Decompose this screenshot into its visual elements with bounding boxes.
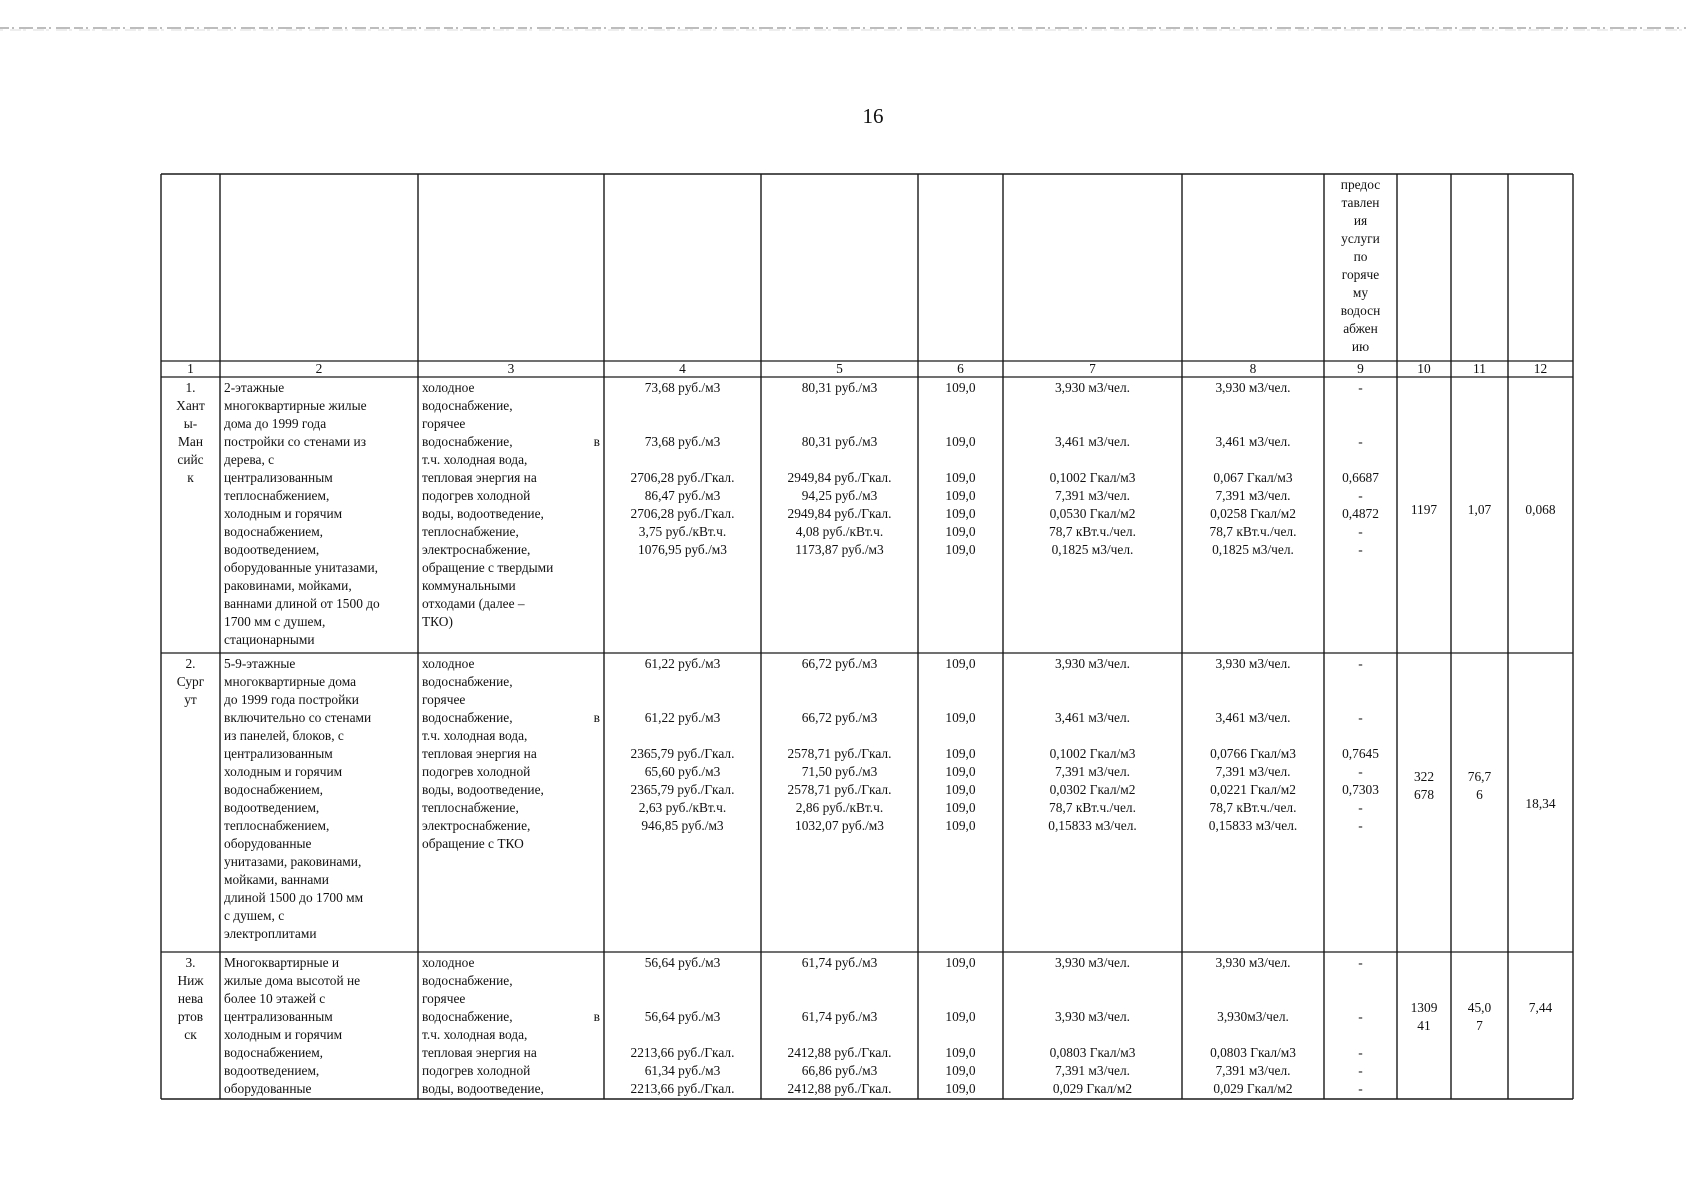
row3-col2-line: оборудованные <box>224 1081 312 1096</box>
column-number-5: 5 <box>836 361 843 376</box>
row2-col3-line: т.ч. холодная вода, <box>422 728 528 743</box>
row2-col1-line: Сург <box>176 674 205 689</box>
row1-col4-line: 2706,28 руб./Гкал. <box>630 506 735 521</box>
row2-col3-line: горячее <box>422 692 466 707</box>
column-number-8: 8 <box>1249 361 1257 376</box>
row2-col8-line: 78,7 кВт.ч./чел. <box>1209 800 1297 815</box>
row1-col4-line: 1076,95 руб./м3 <box>638 542 727 557</box>
header-col9-line: ия <box>1353 213 1368 228</box>
row1-col3-line: горячее <box>422 416 466 431</box>
column-number-4: 4 <box>679 361 686 376</box>
row3-col5-line: 2412,88 руб./Гкал. <box>787 1045 892 1060</box>
row2-col3-line: холодное <box>422 656 475 671</box>
row1-col7-line: 3,461 м3/чел. <box>1054 434 1131 449</box>
row1-col7-line: 0,0530 Гкал/м2 <box>1049 506 1136 521</box>
row2-col5-line: 2578,71 руб./Гкал. <box>787 782 892 797</box>
row2-col3-line: подогрев холодной <box>422 764 531 779</box>
row2-col3-line: тепловая энергия на <box>422 746 537 761</box>
row2-col4-line: 61,22 руб./м3 <box>644 710 721 725</box>
row2-col9-line: - <box>1358 656 1363 671</box>
row1-col4-line: 86,47 руб./м3 <box>644 488 721 503</box>
row2-col8-line: 3,461 м3/чел. <box>1215 710 1291 725</box>
row3-col6-line: 109,0 <box>945 1009 976 1024</box>
row1-col7-line: 0,1002 Гкал/м3 <box>1049 470 1136 485</box>
row2-col6-line: 109,0 <box>945 818 976 833</box>
row3-col8-line: 0,0803 Гкал/м3 <box>1210 1045 1296 1060</box>
row2-col5-line: 2578,71 руб./Гкал. <box>787 746 892 761</box>
row1-col1-line: к <box>187 470 194 485</box>
row3-col2-line: более 10 этажей с <box>224 991 326 1006</box>
row1-col2-line: дерева, с <box>224 452 275 467</box>
row3-col4-line: 56,64 руб./м3 <box>644 955 721 970</box>
row1-col8-line: 3,461 м3/чел. <box>1215 434 1291 449</box>
row3-col7-line: 0,029 Гкал/м2 <box>1052 1081 1133 1096</box>
row2-col3-line: воды, водоотведение, <box>422 782 544 797</box>
row2-col2-line: электроплитами <box>224 926 317 941</box>
row2-col5-line: 66,72 руб./м3 <box>801 656 878 671</box>
row2-col3-line: водоснабжение, <box>422 710 513 725</box>
row2-col4-line: 2,63 руб./кВт.ч. <box>638 800 727 815</box>
row2-col7-line: 7,391 м3/чел. <box>1054 764 1131 779</box>
row1-col3-line: т.ч. холодная вода, <box>422 452 528 467</box>
row1-col5-line: 1173,87 руб./м3 <box>795 542 884 557</box>
row2-col6-line: 109,0 <box>945 764 976 779</box>
row2-col7-line: 3,930 м3/чел. <box>1054 656 1131 671</box>
row2-col4-line: 2365,79 руб./Гкал. <box>630 746 735 761</box>
row1-col6-line: 109,0 <box>945 524 976 539</box>
row1-col2-line: оборудованные унитазами, <box>224 560 378 575</box>
header-col9-line: услуги <box>1341 231 1380 246</box>
row1-col2-line: водоотведением, <box>224 542 320 557</box>
row3-col6-line: 109,0 <box>945 1063 976 1078</box>
row3-col7-line: 0,0803 Гкал/м3 <box>1049 1045 1136 1060</box>
row2-col8-line: 0,0766 Гкал/м3 <box>1210 746 1296 761</box>
row2-col2-line: включительно со стенами <box>224 710 372 725</box>
row2-col10-line: 322 <box>1413 769 1435 784</box>
row1-col1-line: ы- <box>183 416 198 431</box>
row2-col8-line: 0,0221 Гкал/м2 <box>1210 782 1296 797</box>
header-col9-line: по <box>1353 249 1368 264</box>
row3-col5-line: 2412,88 руб./Гкал. <box>787 1081 892 1096</box>
row1-col2-line: дома до 1999 года <box>224 416 327 431</box>
row3-col5-line: 61,74 руб./м3 <box>801 1009 878 1024</box>
row2-col3-line: водоснабжение, <box>422 674 513 689</box>
row3-col2-line: централизованным <box>224 1009 333 1024</box>
row2-col6-line: 109,0 <box>945 656 976 671</box>
row2-col3-line: обращение с ТКО <box>422 836 524 851</box>
row3-col2-line: холодным и горячим <box>224 1027 343 1042</box>
column-number-6: 6 <box>957 361 964 376</box>
row3-col4-line: 2213,66 руб./Гкал. <box>630 1045 735 1060</box>
row3-col9-line: - <box>1358 1063 1363 1078</box>
column-number-9: 9 <box>1357 361 1364 376</box>
row1-col6-line: 109,0 <box>945 434 976 449</box>
row1-col5-line: 2949,84 руб./Гкал. <box>787 470 892 485</box>
row2-col9-line: - <box>1358 800 1363 815</box>
row3-col2-line: водоснабжением, <box>224 1045 324 1060</box>
row2-col7-line: 3,461 м3/чел. <box>1054 710 1131 725</box>
row2-col1-line: ут <box>184 692 197 707</box>
row3-col5-line: 61,74 руб./м3 <box>801 955 878 970</box>
page-number: 16 <box>862 104 884 128</box>
row1-col7-line: 3,930 м3/чел. <box>1054 380 1131 395</box>
row3-col8-line: 3,930 м3/чел. <box>1215 955 1291 970</box>
row2-col2-line: оборудованные <box>224 836 312 851</box>
row3-col8-line: 0,029 Гкал/м2 <box>1213 1081 1293 1096</box>
row1-col2-line: стационарными <box>224 632 315 647</box>
row2-col5-line: 71,50 руб./м3 <box>801 764 878 779</box>
row2-col11-line: 76,7 <box>1467 769 1492 784</box>
row1-col8-line: 0,0258 Гкал/м2 <box>1210 506 1296 521</box>
row2-col4-line: 2365,79 руб./Гкал. <box>630 782 735 797</box>
row1-col3-line: обращение с твердыми <box>422 560 554 575</box>
header-col9-line: тавлен <box>1341 195 1380 210</box>
row1-col4-line: 73,68 руб./м3 <box>644 380 721 395</box>
row2-col1-line: 2. <box>185 656 196 671</box>
row2-col8-line: 7,391 м3/чел. <box>1215 764 1291 779</box>
row1-col5-line: 4,08 руб./кВт.ч. <box>795 524 884 539</box>
column-number-10: 10 <box>1417 361 1431 376</box>
row2-col2-line: до 1999 года постройки <box>224 692 359 707</box>
row2-col2-line: мойками, ваннами <box>224 872 329 887</box>
row1-col3-line: водоснабжение, <box>422 434 513 449</box>
row3-col3-line: воды, водоотведение, <box>422 1081 544 1096</box>
row1-col4-line: 73,68 руб./м3 <box>644 434 721 449</box>
row1-col5-line: 80,31 руб./м3 <box>801 434 878 449</box>
row2-col5-line: 1032,07 руб./м3 <box>795 818 884 833</box>
row2-col2-line: 5-9-этажные <box>224 656 296 671</box>
row3-col11-line: 45,0 <box>1467 1000 1492 1015</box>
row3-col2-line: водоотведением, <box>224 1063 320 1078</box>
row3-col7-line: 3,930 м3/чел. <box>1054 1009 1131 1024</box>
row1-col6-line: 109,0 <box>945 488 976 503</box>
row3-col7-line: 3,930 м3/чел. <box>1054 955 1131 970</box>
row1-col2-line: ваннами длиной от 1500 до <box>224 596 380 611</box>
row2-col2-line: из панелей, блоков, с <box>224 728 344 743</box>
row2-col2-line: холодным и горячим <box>224 764 343 779</box>
row1-col9-line: 0,4872 <box>1342 506 1379 521</box>
row1-col6-line: 109,0 <box>945 470 976 485</box>
row2-col2-line: водоотведением, <box>224 800 320 815</box>
row1-col9-line: - <box>1358 380 1363 395</box>
row3-col5-line: 66,86 руб./м3 <box>801 1063 878 1078</box>
row1-col12-line: 0,068 <box>1525 502 1556 517</box>
row3-col10-line: 1309 <box>1410 1000 1438 1015</box>
row1-col1-line: Ман <box>177 434 204 449</box>
column-number-12: 12 <box>1533 361 1548 376</box>
row1-col6-line: 109,0 <box>945 380 976 395</box>
row1-col3-line: в <box>593 434 600 449</box>
row3-col8-line: 3,930м3/чел. <box>1217 1009 1289 1024</box>
row2-col8-line: 3,930 м3/чел. <box>1215 656 1291 671</box>
row2-col2-line: многоквартирные дома <box>224 674 357 689</box>
row1-col10-line: 1197 <box>1410 502 1438 517</box>
row1-col5-line: 2949,84 руб./Гкал. <box>787 506 892 521</box>
row3-col1-line: нева <box>177 991 204 1006</box>
row2-col9-line: - <box>1358 764 1363 779</box>
row1-col2-line: многоквартирные жилые <box>224 398 367 413</box>
column-number-11: 11 <box>1473 361 1486 376</box>
row1-col3-line: ТКО) <box>422 614 453 629</box>
row3-col2-line: жилые дома высотой не <box>224 973 361 988</box>
row1-col5-line: 94,25 руб./м3 <box>801 488 878 503</box>
column-number-7: 7 <box>1089 361 1096 376</box>
row2-col3-line: в <box>593 710 600 725</box>
row2-col4-line: 946,85 руб./м3 <box>641 818 724 833</box>
row3-col3-line: тепловая энергия на <box>422 1045 537 1060</box>
row3-col4-line: 56,64 руб./м3 <box>644 1009 721 1024</box>
row3-col6-line: 109,0 <box>945 955 976 970</box>
row3-col3-line: водоснабжение, <box>422 1009 513 1024</box>
row1-col8-line: 7,391 м3/чел. <box>1215 488 1291 503</box>
row2-col12-line: 18,34 <box>1525 796 1556 811</box>
row3-col1-line: ртов <box>177 1009 204 1024</box>
row1-col8-line: 0,1825 м3/чел. <box>1212 542 1294 557</box>
row1-col3-line: отходами (далее – <box>422 596 525 611</box>
row2-col5-line: 2,86 руб./кВт.ч. <box>795 800 884 815</box>
row3-col3-line: горячее <box>422 991 466 1006</box>
header-col9-line: абжен <box>1343 321 1378 336</box>
row3-col3-line: в <box>593 1009 600 1024</box>
row1-col4-line: 2706,28 руб./Гкал. <box>630 470 735 485</box>
row1-col7-line: 78,7 кВт.ч./чел. <box>1049 524 1136 539</box>
row1-col1-line: Хант <box>176 398 205 413</box>
row2-col7-line: 78,7 кВт.ч./чел. <box>1049 800 1136 815</box>
row2-col2-line: длиной 1500 до 1700 мм <box>224 890 364 905</box>
row3-col6-line: 109,0 <box>945 1045 976 1060</box>
row1-col2-line: водоснабжением, <box>224 524 324 539</box>
row2-col6-line: 109,0 <box>945 746 976 761</box>
row1-col8-line: 3,930 м3/чел. <box>1215 380 1291 395</box>
row1-col3-line: тепловая энергия на <box>422 470 537 485</box>
row3-col3-line: холодное <box>422 955 475 970</box>
row3-col8-line: 7,391 м3/чел. <box>1215 1063 1291 1078</box>
row2-col2-line: с душем, с <box>224 908 285 923</box>
header-col9-line: горяче <box>1341 267 1380 282</box>
row2-col4-line: 65,60 руб./м3 <box>644 764 721 779</box>
row2-col2-line: централизованным <box>224 746 333 761</box>
row3-col1-line: ск <box>184 1027 197 1042</box>
row1-col3-line: подогрев холодной <box>422 488 531 503</box>
row1-col5-line: 80,31 руб./м3 <box>801 380 878 395</box>
row1-col2-line: теплоснабжением, <box>224 488 330 503</box>
row3-col7-line: 7,391 м3/чел. <box>1054 1063 1131 1078</box>
row1-col3-line: воды, водоотведение, <box>422 506 544 521</box>
column-number-2: 2 <box>315 361 323 376</box>
row1-col2-line: централизованным <box>224 470 333 485</box>
row3-col3-line: водоснабжение, <box>422 973 513 988</box>
row3-col10-line: 41 <box>1417 1018 1431 1033</box>
row2-col6-line: 109,0 <box>945 800 976 815</box>
row2-col7-line: 0,15833 м3/чел. <box>1048 818 1137 833</box>
row3-col1-line: Ниж <box>177 973 204 988</box>
row2-col3-line: теплоснабжение, <box>422 800 519 815</box>
row3-col4-line: 2213,66 руб./Гкал. <box>630 1081 735 1096</box>
row2-col6-line: 109,0 <box>945 782 976 797</box>
row2-col6-line: 109,0 <box>945 710 976 725</box>
row2-col2-line: унитазами, раковинами, <box>224 854 362 869</box>
header-col9-line: му <box>1352 285 1369 300</box>
row2-col9-line: 0,7303 <box>1342 782 1379 797</box>
row3-col1-line: 3. <box>185 955 196 970</box>
row1-col8-line: 78,7 кВт.ч./чел. <box>1209 524 1297 539</box>
row1-col9-line: - <box>1358 488 1363 503</box>
header-col9-line: предос <box>1340 177 1381 192</box>
row2-col5-line: 66,72 руб./м3 <box>801 710 878 725</box>
row3-col9-line: - <box>1358 1009 1363 1024</box>
row2-col7-line: 0,0302 Гкал/м2 <box>1049 782 1136 797</box>
row1-col1-line: 1. <box>185 380 196 395</box>
row3-col3-line: подогрев холодной <box>422 1063 531 1078</box>
row2-col4-line: 61,22 руб./м3 <box>644 656 721 671</box>
row1-col9-line: - <box>1358 434 1363 449</box>
row1-col6-line: 109,0 <box>945 506 976 521</box>
row1-col9-line: 0,6687 <box>1342 470 1379 485</box>
row2-col9-line: 0,7645 <box>1342 746 1379 761</box>
row1-col4-line: 3,75 руб./кВт.ч. <box>638 524 727 539</box>
row2-col2-line: теплоснабжением, <box>224 818 330 833</box>
header-col9-line: водосн <box>1340 303 1381 318</box>
row2-col9-line: - <box>1358 818 1363 833</box>
row1-col2-line: постройки со стенами из <box>224 434 367 449</box>
row2-col2-line: водоснабжением, <box>224 782 324 797</box>
column-number-1: 1 <box>187 361 194 376</box>
column-number-3: 3 <box>507 361 515 376</box>
row3-col2-line: Многоквартирные и <box>224 955 340 970</box>
row2-col11-line: 6 <box>1476 787 1483 802</box>
row1-col3-line: водоснабжение, <box>422 398 513 413</box>
row1-col6-line: 109,0 <box>945 542 976 557</box>
row3-col11-line: 7 <box>1476 1018 1483 1033</box>
row1-col2-line: раковинами, мойками, <box>224 578 352 593</box>
row1-col9-line: - <box>1358 542 1363 557</box>
row2-col3-line: электроснабжение, <box>422 818 531 833</box>
row3-col3-line: т.ч. холодная вода, <box>422 1027 528 1042</box>
row1-col11-line: 1,07 <box>1467 502 1492 517</box>
row1-col2-line: 1700 мм с душем, <box>224 614 326 629</box>
row2-col10-line: 678 <box>1413 787 1435 802</box>
row1-col1-line: сийс <box>177 452 204 467</box>
row1-col7-line: 7,391 м3/чел. <box>1054 488 1131 503</box>
row2-col9-line: - <box>1358 710 1363 725</box>
row3-col9-line: - <box>1358 1045 1363 1060</box>
row1-col9-line: - <box>1358 524 1363 539</box>
row2-col8-line: 0,15833 м3/чел. <box>1208 818 1298 833</box>
row3-col12-line: 7,44 <box>1528 1000 1553 1015</box>
row1-col2-line: 2-этажные <box>224 380 285 395</box>
row3-col9-line: - <box>1358 955 1363 970</box>
row1-col3-line: теплоснабжение, <box>422 524 519 539</box>
row3-col6-line: 109,0 <box>945 1081 976 1096</box>
row2-col7-line: 0,1002 Гкал/м3 <box>1049 746 1136 761</box>
row1-col2-line: холодным и горячим <box>224 506 343 521</box>
row3-col9-line: - <box>1358 1081 1363 1096</box>
row1-col7-line: 0,1825 м3/чел. <box>1051 542 1134 557</box>
row1-col3-line: холодное <box>422 380 475 395</box>
header-col9-line: ию <box>1351 339 1370 354</box>
row3-col4-line: 61,34 руб./м3 <box>644 1063 721 1078</box>
row1-col3-line: коммунальными <box>422 578 516 593</box>
row1-col3-line: электроснабжение, <box>422 542 531 557</box>
row1-col8-line: 0,067 Гкал/м3 <box>1213 470 1293 485</box>
